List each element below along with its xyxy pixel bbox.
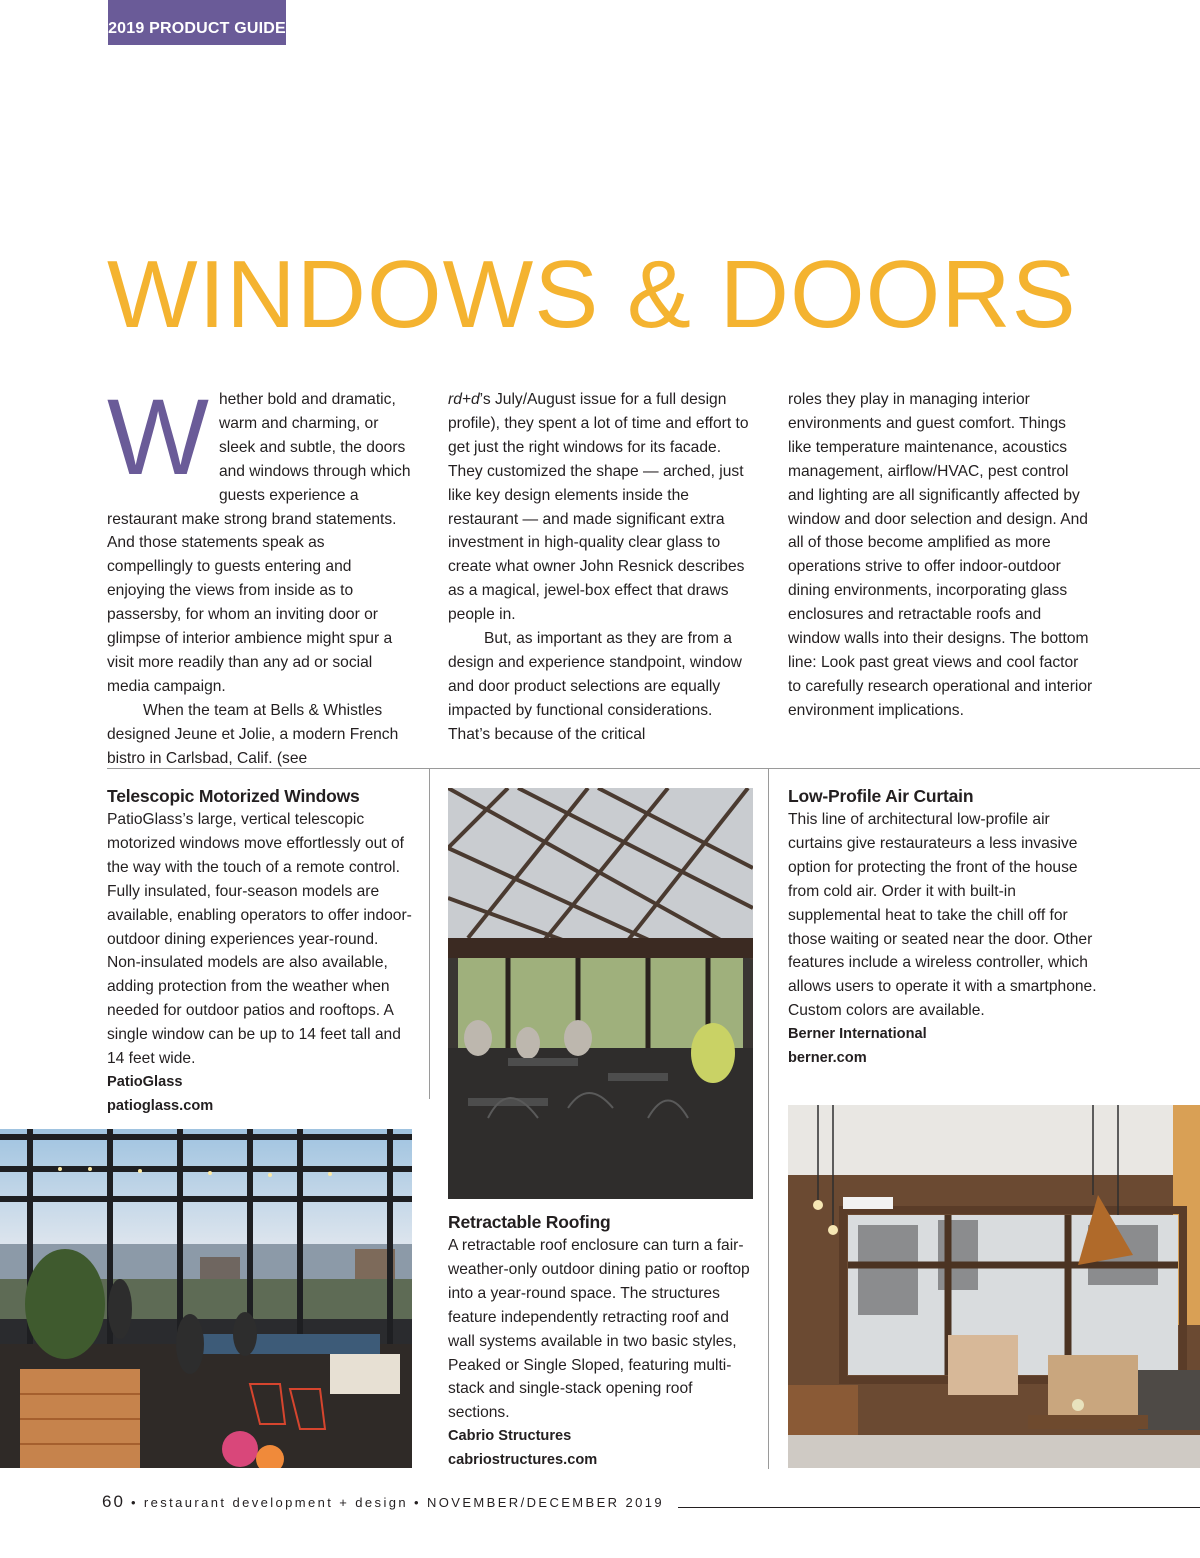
product-company: PatioGlass [107,1073,183,1090]
page-number: 60 [102,1492,125,1511]
retractable-roof-photo [448,788,753,1199]
section-tab: 2019 PRODUCT GUIDE [108,0,286,45]
intro-paragraph-4: But, as important as they are from a design and experience standpoint, window and door product selections are equally impacted by functional considerations. That’s because of the critical [448,630,742,743]
intro-paragraph-3 [448,388,753,627]
intro-column-1 [107,376,412,771]
intro-paragraph-5: roles they play in managing interior environments and guest comfort. Things like temperature maintenance, acoustics management, airflow/HVAC, pest control and lighting are all significantly affected by window and door selection and design. And all of those become amplified as more operations strive to offer indoor-outdoor dining environments, incorporating glass enclosures and retractable roofs and window walls into their designs. The bottom line: Look past great views and cool factor to carefully research operational and interior environment implications. [788,391,1093,719]
product-description: This line of architectural low-profile air curtains give restaurateurs a less invasive option for protecting the front of the house from cold air. Order it with built-in supplemental heat to take the chill off for those waiting or seated near the door. Other features include a wireless controller, which allows users to operate it with a smartphone. Custom colors are available. [788,811,1097,1020]
intro-paragraph-3-text: ’s July/August issue for a full design profile), they spent a lot of time and effort to get just the right windows for its facade. They customized the shape — arched, just like key design elements inside the restaurant — and made significant extra investment in high-quality clear glass to create what owner John Resnick describes as a magical, jewel-box effect that draws people in. [448,391,749,624]
page-footer [102,1492,664,1512]
publication-abbrev: rd+d [448,391,480,408]
intro-column-2 [448,388,753,747]
page-title: WINDOWS & DOORS [107,241,1077,348]
column-divider-2 [768,769,769,1469]
product-url[interactable]: berner.com [788,1050,867,1067]
product-title: Retractable Roofing [448,1212,611,1232]
intro-column-3 [788,388,1093,723]
drop-cap: W [107,376,209,497]
product-telescopic-windows [107,784,412,1119]
product-url[interactable]: patioglass.com [107,1097,214,1114]
intro-paragraph-1-text: hether bold and dramatic, warm and charming, or sleek and subtle, the doors and windows through which guests experience a restaurant make strong brand statements. And those statements speak as compellingly to guests entering and enjoying the views from inside as to passersby, for whom an inviting door or glimpse of interior ambience might spur a visit more readily than any ad or social media campaign. [107,391,411,695]
product-retractable-roofing [448,1210,758,1473]
intro-paragraph-2: When the team at Bells & Whistles designed Jeune et Jolie, a modern French bistro in Carlsbad, Calif. (see [107,701,399,767]
product-description: PatioGlass’s large, vertical telescopic motorized windows move effortlessly out of the way with the touch of a remote control. Fully insulated, four-season models are available, enabling operators to offer indoor-outdoor dining experiences year-round. Non-insulated models are also available, adding protection from the weather when needed for outdoor patios and rooftops. A single window can be up to 14 feet tall and 14 feet wide. [107,811,412,1068]
product-url[interactable]: cabriostructures.com [448,1452,598,1469]
product-company: Berner International [788,1026,927,1043]
publication-line: • restaurant development + design • NOVEMBER/DECEMBER 2019 [130,1495,665,1510]
product-company: Cabrio Structures [448,1428,572,1445]
rooftop-patio-photo [0,1129,412,1468]
product-title: Telescopic Motorized Windows [107,786,360,806]
intro-paragraph-1 [107,376,412,699]
footer-rule [678,1507,1200,1508]
product-description: A retractable roof enclosure can turn a fair-weather-only outdoor dining patio or rooftop into a year-round space. The structures feature independently retracting roof and wall systems available in two basic styles, Peaked or Single Sloped, featuring multi-stack and single-stack opening roof sections. [448,1237,750,1422]
air-curtain-interior-photo [788,1105,1200,1468]
product-air-curtain [788,784,1098,1071]
product-title: Low-Profile Air Curtain [788,786,974,806]
column-divider-1 [429,769,430,1099]
section-divider [107,768,1200,769]
